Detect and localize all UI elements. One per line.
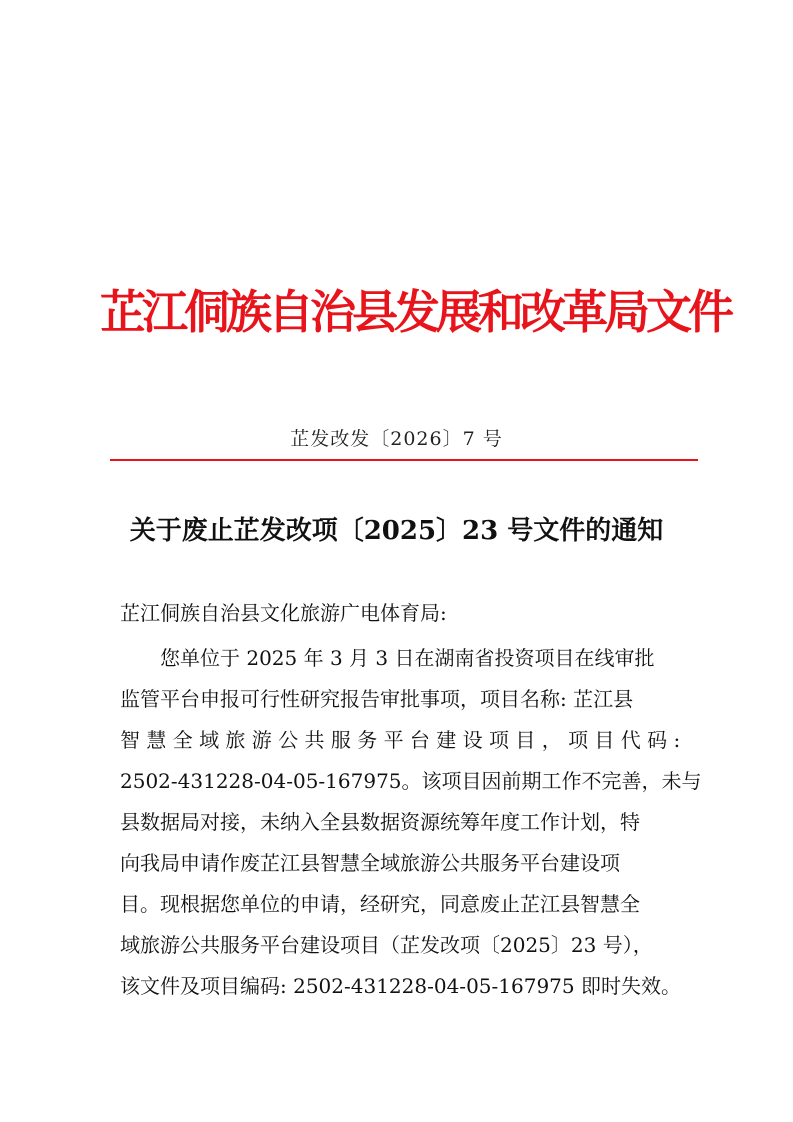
issuing-org-title: 芷江侗族自治县发展和改革局文件 [100, 285, 730, 339]
addressee: 芷江侗族自治县文化旅游广电体育局: [120, 601, 447, 625]
body-line: 该文件及项目编码: 2502-431228-04-05-167975 即时失效。 [120, 974, 681, 998]
body-line: 智 慧 全 域 旅 游 公 共 服 务 平 台 建 设 项 目 ， 项 目 代 码 : [120, 728, 681, 752]
document-number: 芷发改发〔2026〕7 号 [290, 428, 503, 450]
notice-title: 关于废止芷发改项〔2025〕23 号文件的通知 [129, 516, 664, 546]
body-line: 域旅游公共服务平台建设项目（芷发改项〔2025〕23 号）， [120, 933, 653, 957]
body-line: 您单位于 2025 年 3 月 3 日在湖南省投资项目在线审批 [160, 646, 655, 670]
red-divider-line [110, 459, 698, 461]
body-line: 县数据局对接，未纳入全县数据资源统筹年度工作计划，特 [120, 810, 640, 834]
body-line: 监管平台申报可行性研究报告审批事项，项目名称: 芷江县 [120, 687, 634, 711]
body-line: 2502-431228-04-05-167975。该项目因前期工作不完善，未与 [120, 769, 702, 793]
body-line: 向我局申请作废芷江县智慧全域旅游公共服务平台建设项 [120, 851, 620, 875]
body-line: 目。现根据您单位的申请，经研究，同意废止芷江县智慧全 [120, 892, 640, 916]
